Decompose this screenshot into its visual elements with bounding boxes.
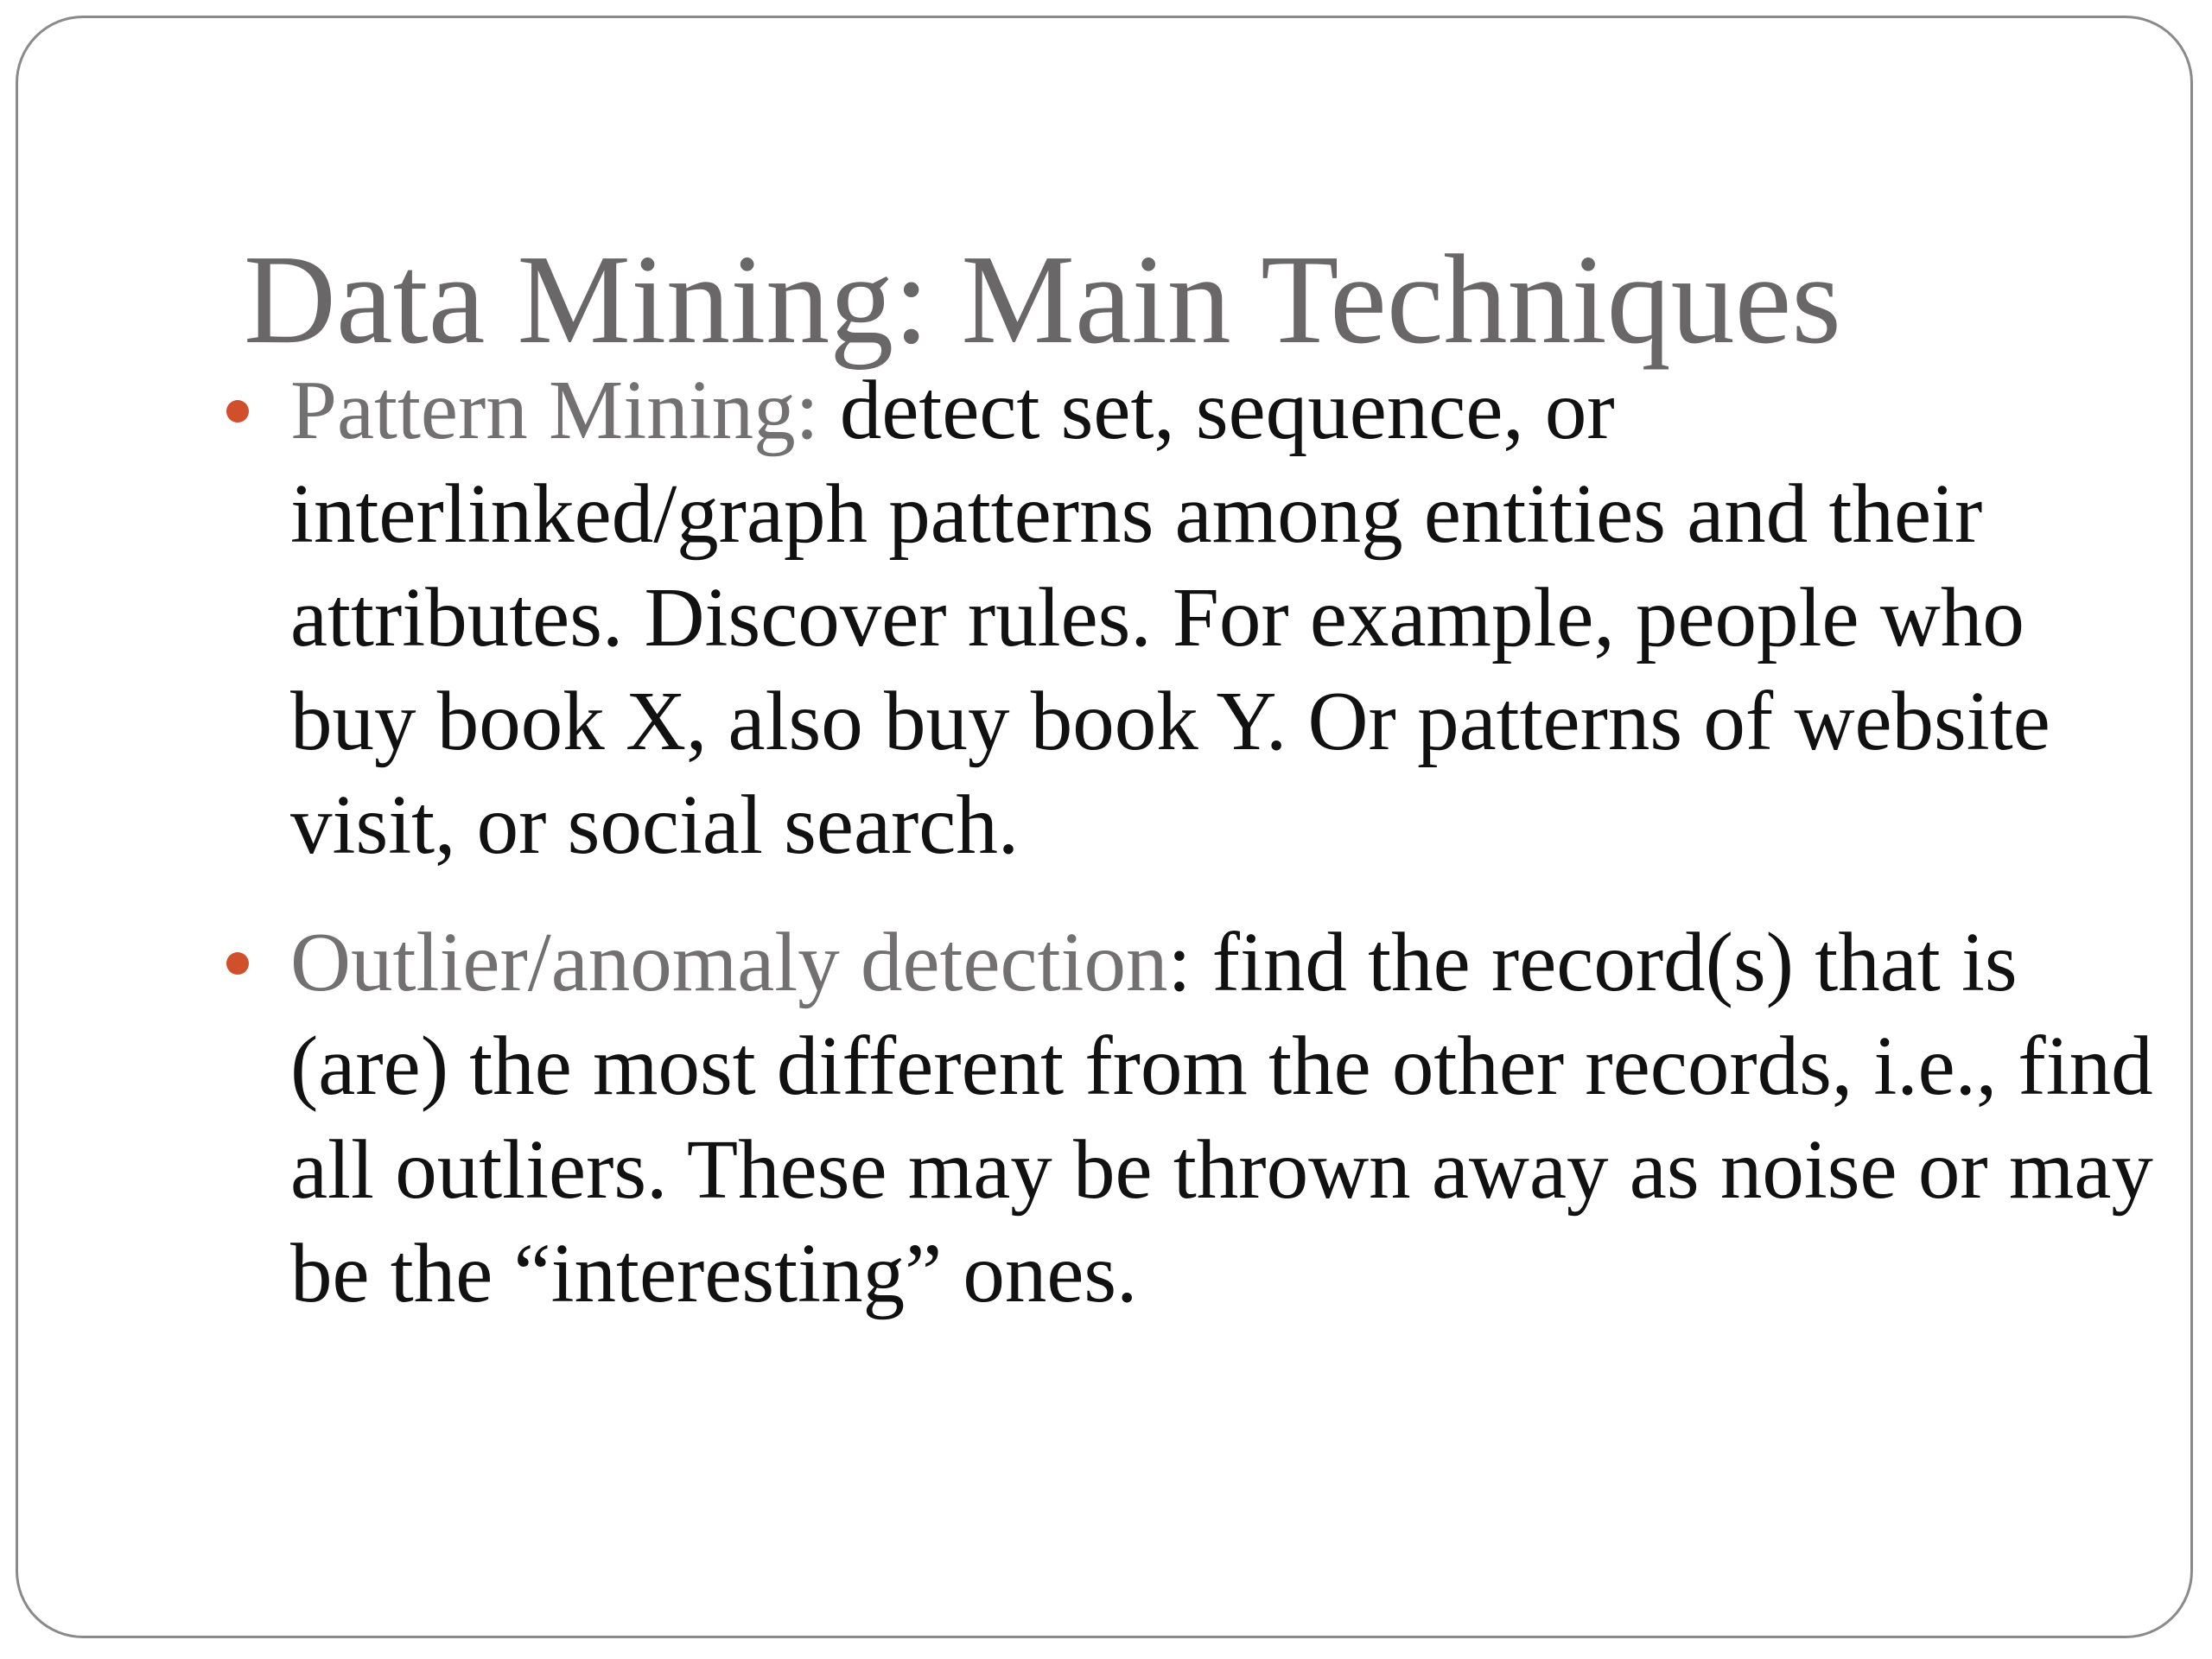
bullet-list bbox=[226, 359, 2162, 1325]
slide-title: Data Mining: Main Techniques bbox=[244, 229, 1841, 371]
bullet-term: Pattern Mining: bbox=[290, 364, 819, 456]
bullet-text: find the record(s) that is (are) the most different from the other records, i.e., find all outliers. These may be thrown away as noise or may be the “interesting” ones. bbox=[290, 916, 2153, 1319]
bullet-dot-icon bbox=[226, 400, 249, 423]
bullet-item-outlier-detection bbox=[226, 911, 2162, 1325]
bullet-text: detect set, sequence, or interlinked/graph patterns among entities and their attributes. Discover rules. For example, people who buy book X, also buy book Y. Or patterns of website visit, or social search. bbox=[290, 364, 2050, 871]
bullet-separator bbox=[819, 364, 840, 456]
bullet-dot-icon bbox=[226, 952, 249, 975]
bullet-separator: : bbox=[1167, 916, 1212, 1008]
bullet-item-pattern-mining bbox=[226, 359, 2162, 877]
bullet-term: Outlier/anomaly detection bbox=[290, 916, 1168, 1008]
